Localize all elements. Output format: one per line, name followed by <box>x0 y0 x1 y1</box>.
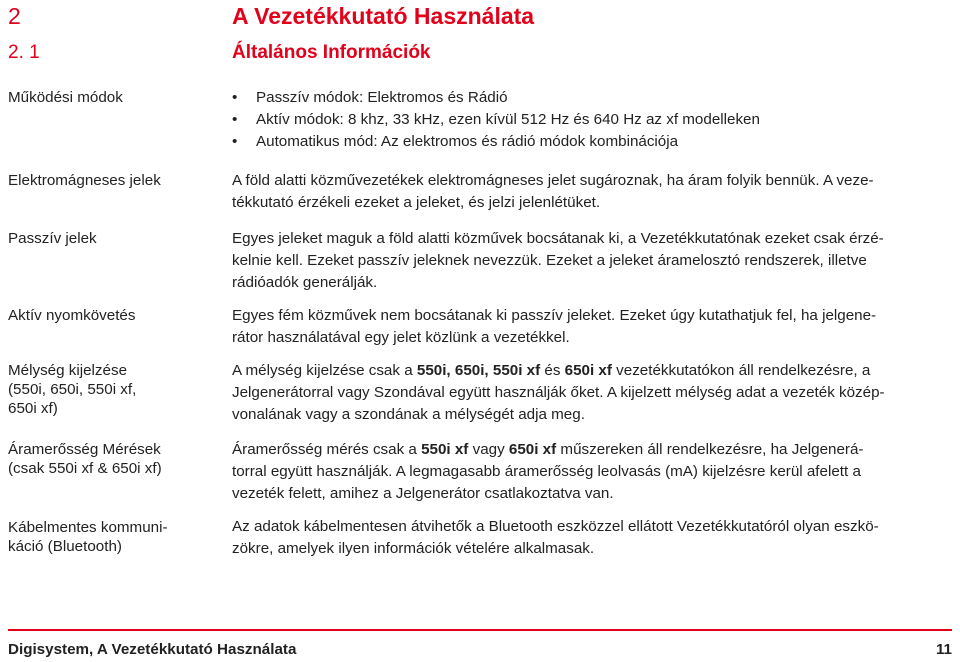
paragraph-line: Egyes jeleket maguk a föld alatti közművek bocsátanak ki, a Vezetékkutatónak ezeket csak érzé- <box>232 230 884 247</box>
sidebar-wireless-line: káció (Bluetooth) <box>8 538 122 555</box>
text-run: Áramerősség mérés csak a <box>232 441 422 458</box>
sidebar-depth-line: (550i, 650i, 550i xf, <box>8 381 137 398</box>
bullet-icon: • <box>232 133 238 150</box>
page-number: 11 <box>935 641 952 658</box>
sidebar-depth-display <box>8 361 218 418</box>
text-run: vagy <box>468 441 509 458</box>
paragraph-line <box>232 439 954 461</box>
bullet-icon: • <box>232 89 238 106</box>
list-item-text: Aktív módok: 8 khz, 33 kHz, ezen kívül 512 Hz és 640 Hz az xf modelleken <box>256 111 760 128</box>
paragraph-line: rátor használatával egy jelet közlünk a vezetékkel. <box>232 329 570 346</box>
sidebar-active-tracking: Aktív nyomkövetés <box>8 307 136 324</box>
list-item-text: Automatikus mód: Az elektromos és rádió módok kombinációja <box>256 133 679 150</box>
modes-list <box>232 87 954 153</box>
text-run: vezetékkutatókon áll rendelkezésre, a <box>611 362 871 379</box>
list-item <box>232 109 954 131</box>
paragraph-line: Jelgenerátorral vagy Szondával együtt használják őket. A kijelzett mélység adat a vezeték közép- <box>232 384 885 401</box>
model-name: 650i xf <box>564 362 612 379</box>
sidebar-wireless-line: Kábelmentes kommuni- <box>8 519 168 536</box>
sidebar-current-measurement <box>8 440 218 478</box>
model-name: 550i xf <box>421 441 469 458</box>
paragraph-line: tékkutató érzékeli ezeket a jeleket, és jelzi jelenlétüket. <box>232 194 601 211</box>
sidebar-em-signals: Elektromágneses jelek <box>8 172 161 189</box>
footer-divider <box>8 629 952 631</box>
active-paragraph <box>232 305 954 349</box>
section-number: 2. 1 <box>8 42 40 63</box>
model-names: 550i, 650i, 550i xf <box>416 362 541 379</box>
paragraph-line: rádióadók generálják. <box>232 274 378 291</box>
model-name: 650i xf <box>508 441 557 458</box>
paragraph-line: vonalának vagy a szondának a mélységét adja meg. <box>232 406 585 423</box>
text-run: A mélység kijelzése csak a <box>232 362 417 379</box>
sidebar-operating-modes: Működési módok <box>8 89 123 106</box>
list-item <box>232 87 954 109</box>
current-paragraph <box>232 439 954 505</box>
footer-title: Digisystem, A Vezetékkutató Használata <box>8 641 297 658</box>
sidebar-current-line: Áramerősség Mérések <box>8 441 161 458</box>
bullet-icon: • <box>232 111 238 128</box>
sidebar-wireless-comm <box>8 518 218 556</box>
paragraph-line: A föld alatti közművezetékek elektromágneses jelet sugároznak, ha áram folyik bennük. A veze- <box>232 172 874 189</box>
depth-paragraph <box>232 360 954 426</box>
section-title: Általános Információk <box>232 42 431 63</box>
paragraph-line: vezeték felett, amihez a Jelgenerátor csatlakoztatva van. <box>232 485 614 502</box>
sidebar-depth-line: Mélység kijelzése <box>8 362 128 379</box>
sidebar-passive-signals: Passzív jelek <box>8 230 97 247</box>
paragraph-line <box>232 360 954 382</box>
list-item <box>232 131 954 153</box>
paragraph-line: Egyes fém közművek nem bocsátanak ki passzív jeleket. Ezeket úgy kutathatjuk fel, ha jelgene- <box>232 307 877 324</box>
text-run: műszereken áll rendelkezésre, ha Jelgenerá- <box>556 441 864 458</box>
chapter-number: 2 <box>8 3 21 29</box>
text-run: és <box>540 362 565 379</box>
bluetooth-paragraph <box>232 516 954 560</box>
sidebar-current-line: (csak 550i xf & 650i xf) <box>8 460 162 477</box>
em-paragraph <box>232 170 954 214</box>
paragraph-line: Az adatok kábelmentesen átvihetők a Bluetooth eszközzel ellátott Vezetékkutatóról olyan eszkö- <box>232 518 879 535</box>
chapter-title: A Vezetékkutató Használata <box>232 3 535 29</box>
passive-paragraph <box>232 228 954 294</box>
paragraph-line: zökre, amelyek ilyen információk vételére alkalmasak. <box>232 540 595 557</box>
list-item-text: Passzív módok: Elektromos és Rádió <box>256 89 508 106</box>
paragraph-line: torral együtt használják. A legmagasabb áramerősség leolvasás (mA) kijelzésre kerül afelett a <box>232 463 861 480</box>
paragraph-line: kelnie kell. Ezeket passzív jeleknek nevezzük. Ezeket a jeleket áramelosztó rendszerek, illetve <box>232 252 867 269</box>
sidebar-depth-line: 650i xf) <box>8 400 58 417</box>
